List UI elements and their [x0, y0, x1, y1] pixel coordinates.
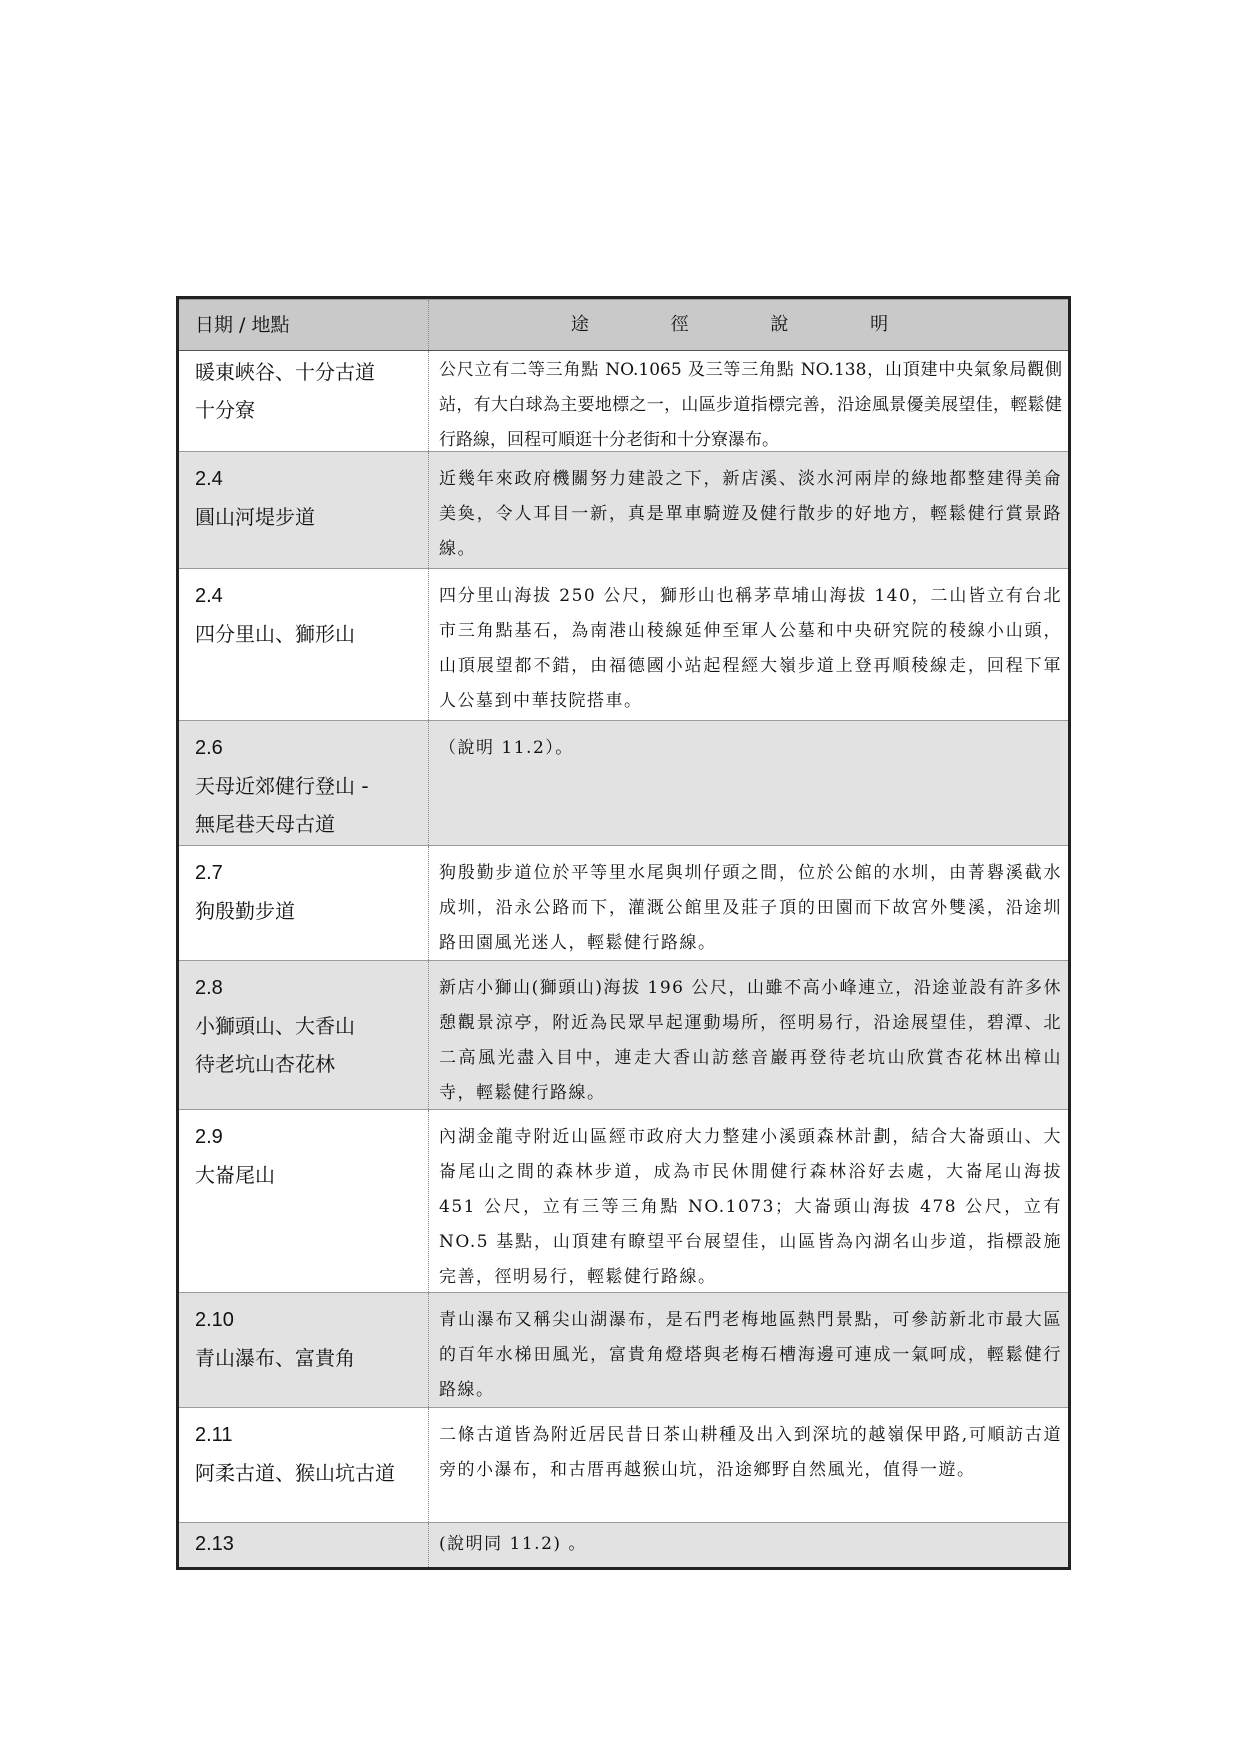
table-row: [179, 351, 1068, 451]
table-row: [179, 845, 1068, 960]
place-name: 小獅頭山、大香山 待老坑山杏花林: [195, 1014, 355, 1076]
date-label: 2.4: [195, 585, 223, 607]
header-date-place: 日期 / 地點: [179, 300, 429, 350]
table-row: [179, 720, 1068, 845]
date-place-cell: [179, 721, 429, 845]
description-cell: 狗殷勤步道位於平等里水尾與圳仔頭之間，位於公館的水圳，由菁礜溪截水成圳，沿永公路而下，灌溉公館里及莊子頂的田園而下故宮外雙溪，沿途圳路田園風光迷人，輕鬆健行路線。: [439, 863, 1062, 953]
description-cell: 近幾年來政府機關努力建設之下，新店溪、淡水河兩岸的綠地都整建得美侖美奐，令人耳目一新，真是單車騎遊及健行散步的好地方，輕鬆健行賞景路線。: [439, 469, 1062, 559]
place-name: 圓山河堤步道: [195, 505, 315, 529]
description-cell: 公尺立有二等三角點 NO.1065 及三等三角點 NO.138，山頂建中央氣象局觀側站，有大白球為主要地標之一，山區步道指標完善，沿途風景優美展望佳，輕鬆健行路線，回程可順逛十分老街和十分寮瀑布。: [439, 360, 1062, 450]
description-cell: 四分里山海拔 250 公尺，獅形山也稱茅草埔山海拔 140，二山皆立有台北市三角點基石，為南港山稜線延伸至軍人公墓和中央研究院的稜線小山頭，山頂展望都不錯，由福德國小站起程經大嶺步道上登再順稜線走，回程下軍人公墓到中華技院搭車。: [439, 586, 1062, 711]
date-label: 2.6: [195, 737, 223, 759]
date-place-cell: [179, 1110, 429, 1292]
description-cell: 內湖金龍寺附近山區經市政府大力整建小溪頭森林計劃，結合大崙頭山、大崙尾山之間的森林步道，成為市民休閒健行森林浴好去處，大崙尾山海拔 451 公尺，立有三等三角點 NO.1073；大崙頭山海拔 478 公尺，立有 NO.5 基點，山頂建有瞭望平台展望佳，山區皆為內湖名山步道，指標設施完善，徑明易行，輕鬆健行路線。: [439, 1127, 1062, 1287]
date-place-cell: [179, 846, 429, 960]
date-label: 2.7: [195, 862, 223, 884]
table-row: [179, 1522, 1068, 1567]
date-label: 2.11: [195, 1424, 233, 1446]
table-header-row: [179, 299, 1068, 351]
date-place-cell: [179, 351, 429, 451]
table-row: [179, 1292, 1068, 1407]
place-name: 青山瀑布、富貴角: [195, 1346, 355, 1370]
date-label: 2.9: [195, 1126, 223, 1148]
place-name: 四分里山、獅形山: [195, 622, 355, 646]
description-cell: 青山瀑布又稱尖山湖瀑布，是石門老梅地區熱門景點，可參訪新北市最大區的百年水梯田風光，富貴角燈塔與老梅石槽海邊可連成一氣呵成，輕鬆健行路線。: [439, 1310, 1062, 1400]
date-label: 2.10: [195, 1309, 234, 1331]
table-row: [179, 451, 1068, 568]
place-name: 暖東峽谷、十分古道 十分寮: [195, 360, 375, 422]
date-place-cell: [179, 1293, 429, 1407]
table-row: [179, 1407, 1068, 1522]
description-cell: （說明 11.2）。: [439, 738, 574, 758]
table-row: [179, 568, 1068, 720]
date-place-cell: [179, 569, 429, 720]
description-cell: 新店小獅山(獅頭山)海拔 196 公尺，山雖不高小峰連立，沿途並設有許多休憩觀景涼亭，附近為民眾早起運動場所，徑明易行，沿途展望佳，碧潭、北二高風光盡入目中，連走大香山訪慈音巖再登待老坑山欣賞杏花林出樟山寺，輕鬆健行路線。: [439, 978, 1062, 1103]
date-label: 2.4: [195, 468, 223, 490]
date-label: 2.8: [195, 977, 223, 999]
header-route-description: 途 徑 說 明: [570, 314, 927, 335]
place-name: 阿柔古道、猴山坑古道: [195, 1461, 395, 1485]
date-place-cell: [179, 1523, 429, 1567]
description-cell: (說明同 11.2) 。: [439, 1534, 587, 1554]
place-name: 大崙尾山: [195, 1163, 275, 1187]
table-row: [179, 1109, 1068, 1292]
date-label: 2.13: [195, 1533, 234, 1555]
place-name: 狗殷勤步道: [195, 899, 295, 923]
table-row: [179, 960, 1068, 1109]
date-place-cell: [179, 452, 429, 568]
description-cell: 二條古道皆為附近居民昔日茶山耕種及出入到深坑的越嶺保甲路,可順訪古道旁的小瀑布，和古厝再越猴山坑，沿途鄉野自然風光，值得一遊。: [439, 1425, 1062, 1480]
date-place-cell: [179, 1408, 429, 1522]
date-place-cell: [179, 961, 429, 1109]
place-name: 天母近郊健行登山 - 無尾巷天母古道: [195, 774, 369, 836]
schedule-table: [176, 296, 1071, 1570]
